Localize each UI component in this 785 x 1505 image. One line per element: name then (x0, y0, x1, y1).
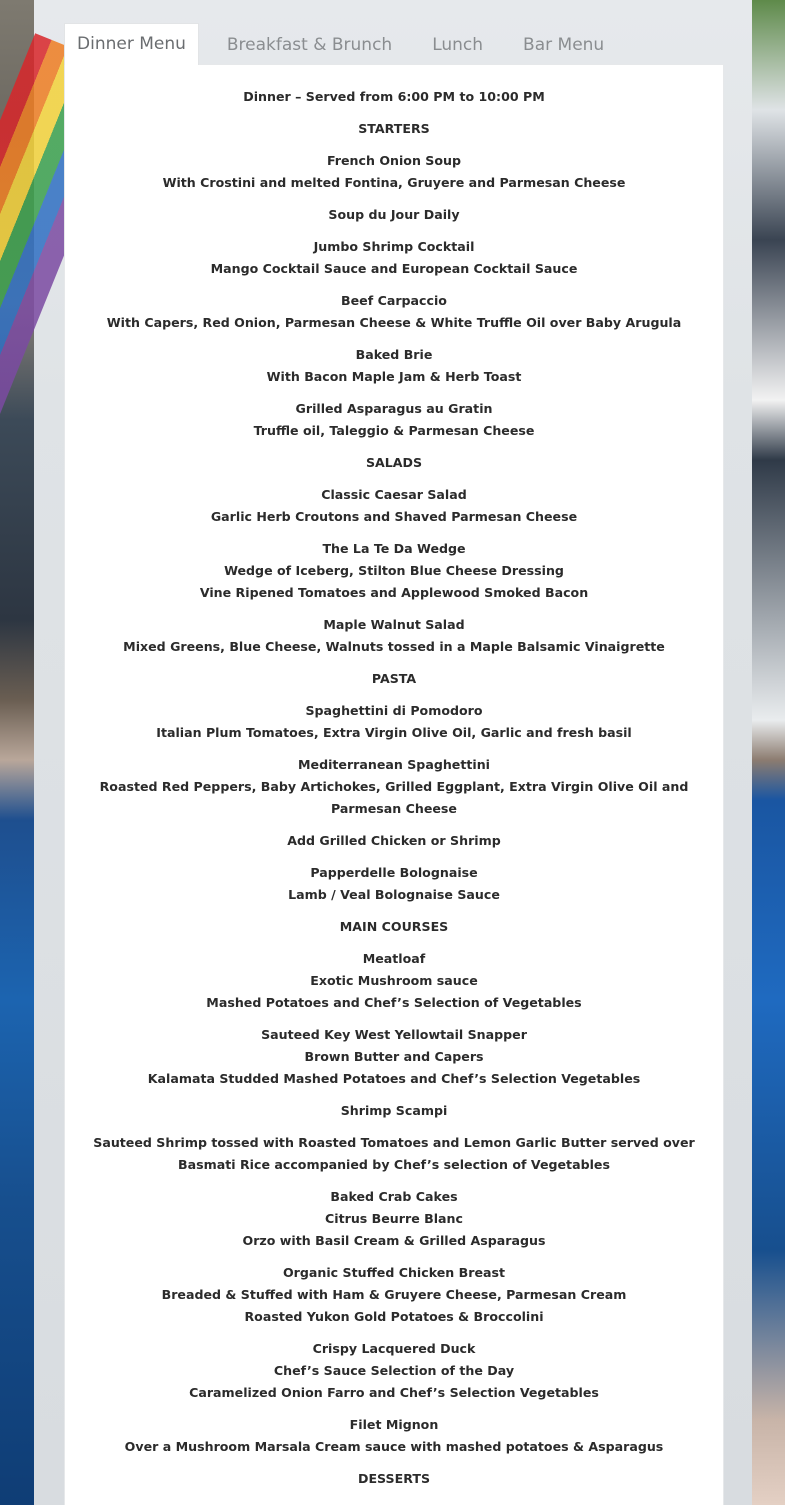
menu-item-description: Citrus Beurre Blanc (325, 1211, 463, 1226)
menu-item-description: Mixed Greens, Blue Cheese, Walnuts tossed in a Maple Balsamic Vinaigrette (123, 639, 665, 654)
menu-block (65, 1024, 723, 1090)
menu-item-title: Baked Crab Cakes (330, 1189, 458, 1204)
menu-block (65, 1414, 723, 1458)
menu-item-description: Exotic Mushroom sauce (310, 973, 478, 988)
menu-item-description: Over a Mushroom Marsala Cream sauce with mashed potatoes & Asparagus (124, 1439, 664, 1454)
menu-block (65, 700, 723, 744)
menu-item-description: With Crostini and melted Fontina, Gruyere and Parmesan Cheese (162, 175, 626, 190)
menu-item-description: Chef’s Sauce Selection of the Day (273, 1363, 515, 1378)
menu-item-title: DESSERTS (357, 1471, 431, 1486)
menu-item-description: Italian Plum Tomatoes, Extra Virgin Olive Oil, Garlic and fresh basil (156, 725, 632, 740)
menu-item-title: PASTA (371, 671, 417, 686)
menu-item-title: Shrimp Scampi (340, 1103, 448, 1118)
menu-item-description: Truffle oil, Taleggio & Parmesan Cheese (253, 423, 535, 438)
menu-item-title: Classic Caesar Salad (321, 487, 467, 502)
menu-item-title: Crispy Lacquered Duck (312, 1341, 476, 1356)
tab-dinner-menu[interactable]: Dinner Menu (64, 23, 199, 65)
tab-lunch[interactable]: Lunch (432, 35, 484, 55)
menu-item-title: Sauteed Shrimp tossed with Roasted Tomatoes and Lemon Garlic Butter served over Basmati Rice accompanied by Chef’s selection of Vegetables (93, 1135, 695, 1172)
menu-block (65, 290, 723, 334)
menu-block (65, 1132, 723, 1176)
menu-item-title: Dinner – Served from 6:00 PM to 10:00 PM (243, 89, 545, 104)
menu-item-title: Jumbo Shrimp Cocktail (313, 239, 475, 254)
menu-block (65, 344, 723, 388)
menu-item-title: The La Te Da Wedge (322, 541, 466, 556)
menu-item-description: Garlic Herb Croutons and Shaved Parmesan Cheese (210, 509, 578, 524)
menu-item-description: With Bacon Maple Jam & Herb Toast (266, 369, 522, 384)
menu-item-title: MAIN COURSES (339, 919, 449, 934)
menu-item-description: Roasted Red Peppers, Baby Artichokes, Grilled Eggplant, Extra Virgin Olive Oil and Parmesan Cheese (99, 779, 689, 816)
menu-item-title: Meatloaf (362, 951, 426, 966)
menu-block (65, 150, 723, 194)
menu-item-title: Papperdelle Bolognaise (310, 865, 478, 880)
menu-block (65, 86, 723, 108)
menu-item-description: Orzo with Basil Cream & Grilled Asparagus (242, 1233, 546, 1248)
menu-item-description: Roasted Yukon Gold Potatoes & Broccolini (244, 1309, 544, 1324)
menu-block (65, 538, 723, 604)
menu-content (65, 65, 723, 1490)
menu-block (65, 916, 723, 938)
background-left-strip (0, 0, 34, 1505)
menu-block (65, 754, 723, 820)
menu-item-description: Caramelized Onion Farro and Chef’s Selection Vegetables (189, 1385, 599, 1400)
menu-block (65, 830, 723, 852)
menu-item-title: Baked Brie (355, 347, 433, 362)
menu-item-title: Maple Walnut Salad (323, 617, 465, 632)
menu-item-description: Lamb / Veal Bolognaise Sauce (288, 887, 500, 902)
menu-block (65, 118, 723, 140)
menu-item-title: Beef Carpaccio (341, 293, 447, 308)
menu-block (65, 948, 723, 1014)
menu-item-title: STARTERS (358, 121, 430, 136)
menu-block (65, 668, 723, 690)
menu-block (65, 1338, 723, 1404)
dinner-menu-panel (64, 64, 724, 1505)
menu-item-title: Spaghettini di Pomodoro (305, 703, 483, 718)
menu-block (65, 398, 723, 442)
menu-item-description: Mashed Potatoes and Chef’s Selection of Vegetables (206, 995, 582, 1010)
menu-item-title: Sauteed Key West Yellowtail Snapper (261, 1027, 527, 1042)
menu-item-title: French Onion Soup (326, 153, 462, 168)
tab-bar-menu[interactable]: Bar Menu (523, 35, 605, 55)
menu-tabs (64, 24, 618, 65)
menu-block (65, 452, 723, 474)
menu-item-title: Grilled Asparagus au Gratin (295, 401, 493, 416)
menu-item-description: With Capers, Red Onion, Parmesan Cheese & White Truffle Oil over Baby Arugula (106, 315, 682, 330)
menu-item-title: Organic Stuffed Chicken Breast (282, 1265, 506, 1280)
menu-item-title: Mediterranean Spaghettini (298, 757, 490, 772)
background-right-strip (752, 0, 785, 1505)
tab-breakfast-brunch[interactable]: Breakfast & Brunch (226, 35, 393, 55)
menu-item-description: Vine Ripened Tomatoes and Applewood Smoked Bacon (199, 585, 589, 600)
menu-item-description: Brown Butter and Capers (304, 1049, 484, 1064)
menu-item-title: Filet Mignon (349, 1417, 439, 1432)
menu-block (65, 614, 723, 658)
menu-page (34, 0, 752, 1505)
menu-item-description: Mango Cocktail Sauce and European Cocktail Sauce (210, 261, 578, 276)
menu-item-title: Soup du Jour Daily (328, 207, 460, 222)
menu-block (65, 1100, 723, 1122)
menu-item-description: Kalamata Studded Mashed Potatoes and Chef’s Selection Vegetables (147, 1071, 641, 1086)
menu-block (65, 862, 723, 906)
menu-block (65, 1262, 723, 1328)
menu-block (65, 204, 723, 226)
menu-item-description: Wedge of Iceberg, Stilton Blue Cheese Dressing (224, 563, 564, 578)
menu-item-title: SALADS (365, 455, 423, 470)
menu-block (65, 1468, 723, 1490)
menu-item-description: Breaded & Stuffed with Ham & Gruyere Cheese, Parmesan Cream (161, 1287, 627, 1302)
menu-block (65, 484, 723, 528)
menu-block (65, 236, 723, 280)
menu-item-title: Add Grilled Chicken or Shrimp (287, 833, 501, 848)
menu-block (65, 1186, 723, 1252)
